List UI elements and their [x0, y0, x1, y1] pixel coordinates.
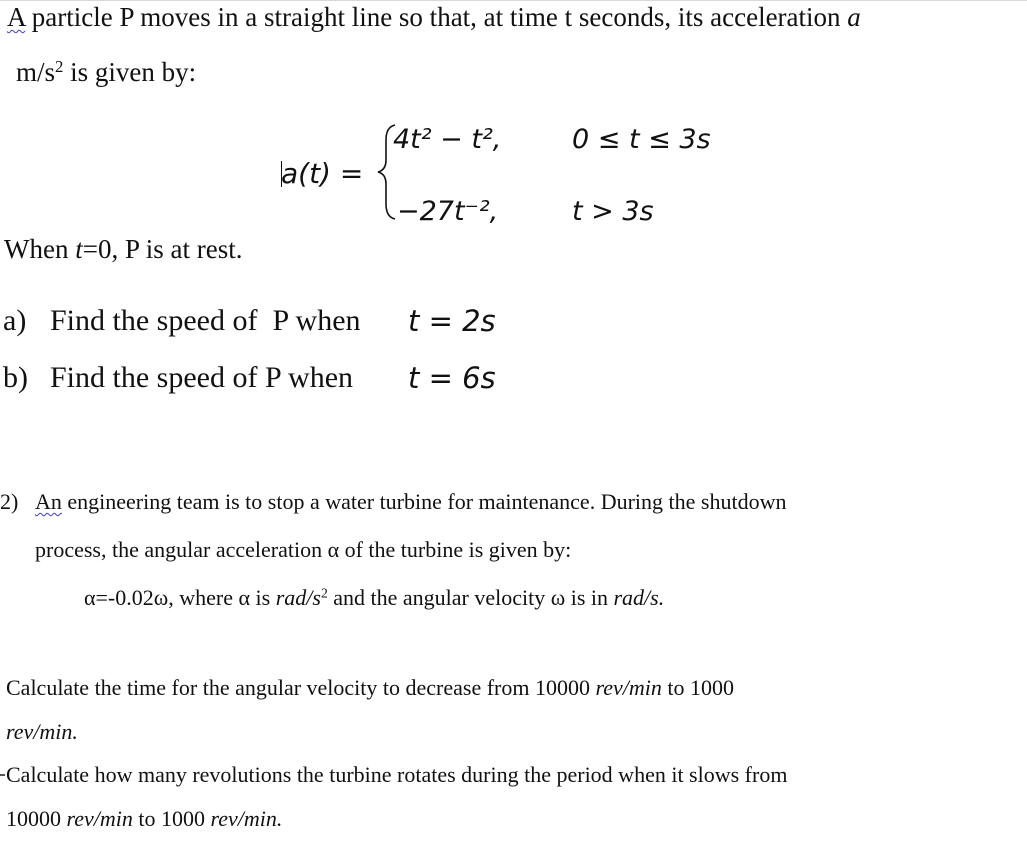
spellcheck-word: A — [7, 2, 26, 32]
part-b-math: t = 6s — [408, 361, 496, 395]
spellcheck-word: An — [35, 489, 62, 514]
q2-calc-2-line-2: 10000 rev/min to 1000 rev/min. — [6, 806, 283, 831]
q2-number: 2) — [0, 489, 19, 514]
part-b-text: Find the speed of P when — [50, 361, 354, 394]
q1-intro-line-2: $m/s^2$ is given by: — [16, 56, 197, 87]
part-a-text: Find the speed of P when — [50, 304, 361, 337]
q2-calc-1-line-2: rev/min. — [6, 719, 78, 744]
q2-calc-1-line-1: Calculate the time for the angular velocity to decrease from 10000 rev/min to 1000 — [6, 675, 735, 700]
case-2-expression: −27t⁻², — [397, 196, 499, 227]
page-top-border — [0, 0, 1027, 1]
rest-condition: When t=0, P is at rest. — [4, 234, 243, 264]
equation-lhs: a(t) = — [281, 157, 364, 190]
list-marker — [0, 774, 5, 776]
part-b-label: b) — [3, 361, 28, 394]
case-1-condition: 0 ≤ t ≤ 3s — [572, 124, 711, 155]
q2-line-1: An engineering team is to stop a water turbine for maintenance. During the shutdown — [35, 489, 787, 514]
part-a-math: t = 2s — [408, 304, 496, 338]
q2-formula-line: α=-0.02ω, where α is rad/$s^2$ and the angular velocity ω is in rad/s. — [84, 585, 665, 610]
q1-intro-line-1: A particle P moves in a straight line so that, at time t seconds, its acceleration a — [7, 2, 861, 32]
case-1-expression: 4t² − t², — [393, 124, 502, 155]
part-a-label: a) — [3, 304, 27, 337]
case-2-condition: t > 3s — [572, 196, 654, 227]
q2-line-2: process, the angular acceleration α of the turbine is given by: — [35, 537, 572, 562]
q2-calc-2-line-1: Calculate how many revolutions the turbine rotates during the period when it slows from — [6, 762, 788, 787]
